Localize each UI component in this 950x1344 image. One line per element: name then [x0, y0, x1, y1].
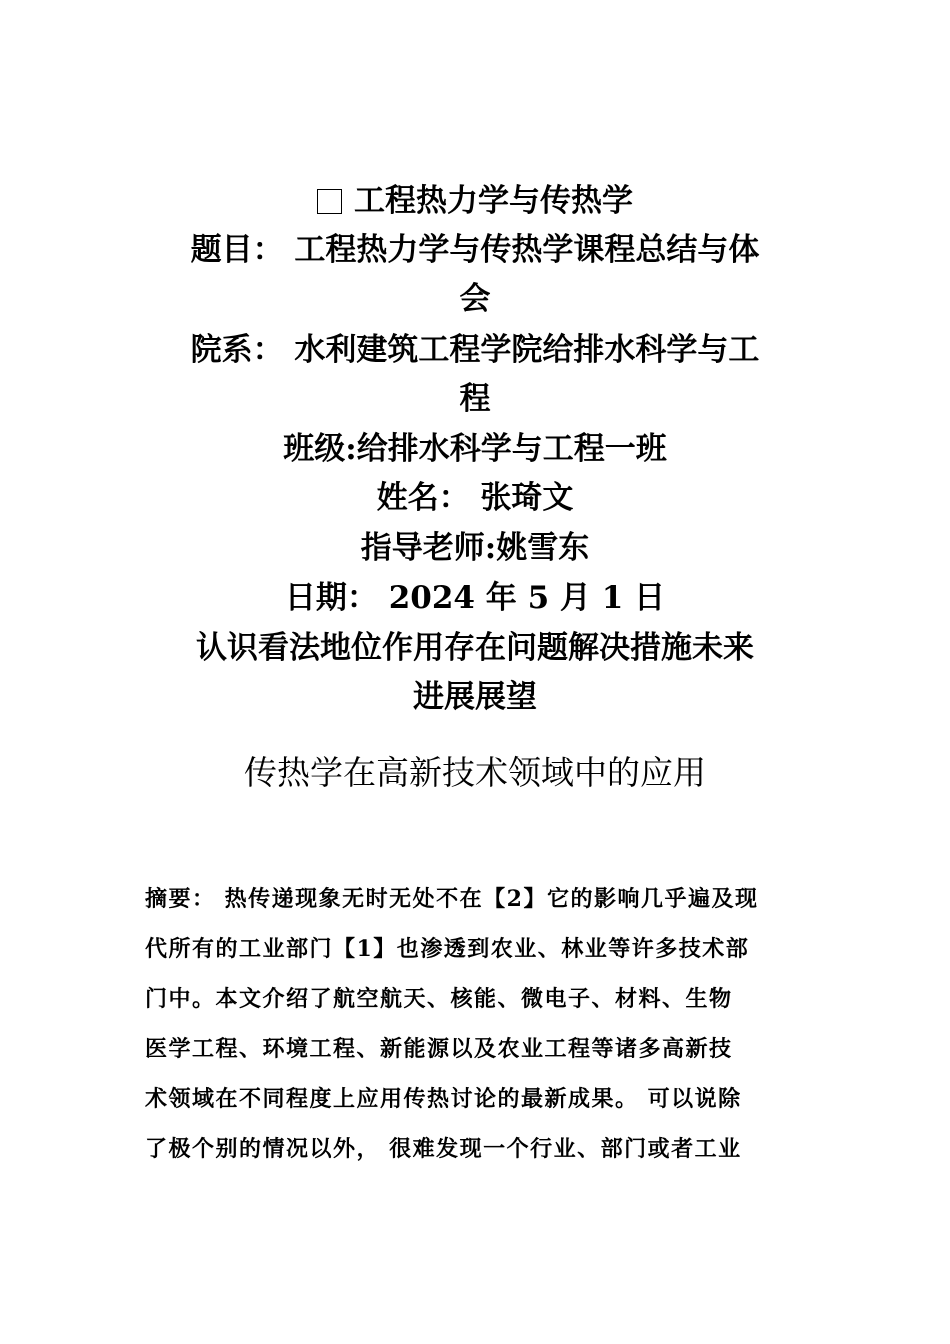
article-title: 传热学在高新技术领域中的应用 [244, 753, 706, 792]
abstract-line: 摘要： 热传递现象无时无处不在【2】它的影响几乎遍及现 [145, 886, 759, 912]
advisor-line: 指导老师:姚雪东 [360, 530, 590, 566]
abstract-line: 门中。本文介绍了航空航天、核能、微电子、材料、生物 [145, 986, 733, 1012]
department-line-1: 院系： 水利建筑工程学院给排水科学与工 [190, 332, 760, 368]
topic-line-2: 会 [459, 281, 491, 317]
abstract-line: 术领域在不同程度上应用传热讨论的最新成果。 可以说除 [145, 1086, 742, 1112]
date-line: 日期： 2024 年 5 月 1 日 [284, 580, 666, 616]
course-title-line [150, 176, 800, 226]
class-line: 班级:给排水科学与工程一班 [283, 431, 667, 467]
keywords-line-2: 进展展望 [413, 679, 537, 715]
student-name-line: 姓名： 张琦文 [376, 480, 574, 516]
course-title: 工程热力学与传热学 [354, 183, 633, 219]
keywords-line-1: 认识看法地位作用存在问题解决措施未来 [196, 630, 754, 666]
abstract-line: 代所有的工业部门【1】也渗透到农业、林业等许多技术部 [145, 936, 750, 962]
abstract-line: 了极个别的情况以外， 很难发现一个行业、部门或者工业 [145, 1136, 742, 1162]
department-line-2: 程 [459, 381, 491, 417]
abstract-line: 医学工程、环境工程、新能源以及农业工程等诸多高新技 [145, 1036, 733, 1062]
topic-line-1: 题目： 工程热力学与传热学课程总结与体 [190, 232, 760, 268]
checkbox-icon[interactable] [317, 189, 342, 214]
